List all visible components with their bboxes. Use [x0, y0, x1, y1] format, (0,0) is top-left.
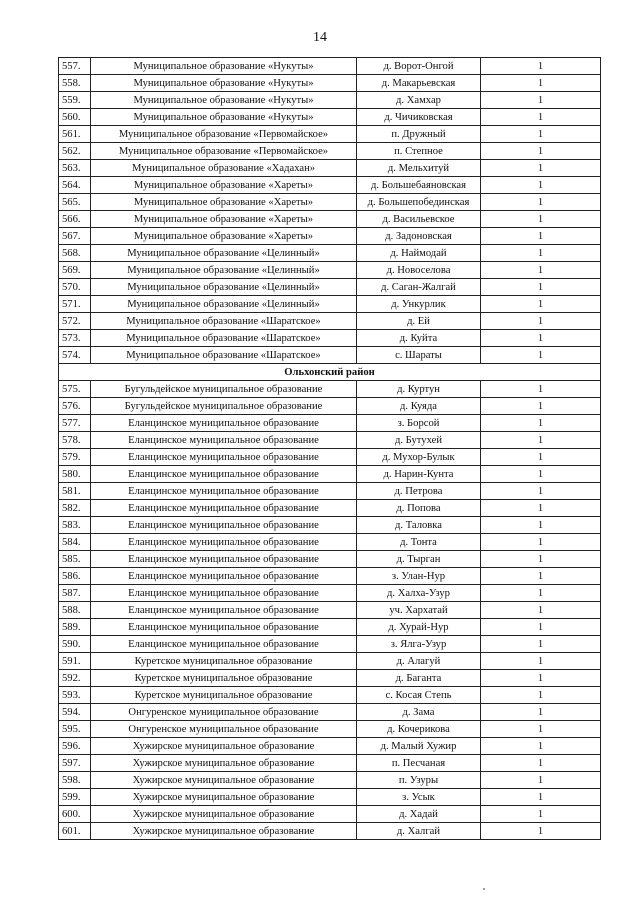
row-number-cell: 592.: [59, 670, 91, 687]
municipality-cell: Муниципальное образование «Целинный»: [91, 279, 357, 296]
settlement-cell: д. Большепобединская: [357, 194, 481, 211]
scan-artifact: [483, 888, 485, 890]
row-number-cell: 557.: [59, 58, 91, 75]
row-number-cell: 595.: [59, 721, 91, 738]
municipality-cell: Хужирское муниципальное образование: [91, 806, 357, 823]
count-cell: 1: [481, 602, 601, 619]
municipality-cell: Муниципальное образование «Целинный»: [91, 245, 357, 262]
settlement-cell: д. Петрова: [357, 483, 481, 500]
table-row: [59, 415, 601, 432]
row-number-cell: 575.: [59, 381, 91, 398]
row-number-cell: 577.: [59, 415, 91, 432]
municipality-cell: Куретское муниципальное образование: [91, 687, 357, 704]
table-row: [59, 211, 601, 228]
settlement-cell: уч. Хархатай: [357, 602, 481, 619]
table-row: [59, 245, 601, 262]
table-row: [59, 602, 601, 619]
row-number-cell: 573.: [59, 330, 91, 347]
count-cell: 1: [481, 432, 601, 449]
count-cell: 1: [481, 483, 601, 500]
municipality-cell: Еланцинское муниципальное образование: [91, 585, 357, 602]
municipality-cell: Муниципальное образование «Нукуты»: [91, 75, 357, 92]
table-row: [59, 551, 601, 568]
count-cell: 1: [481, 653, 601, 670]
row-number-cell: 559.: [59, 92, 91, 109]
municipality-cell: Муниципальное образование «Шаратское»: [91, 347, 357, 364]
settlement-cell: д. Кочерикова: [357, 721, 481, 738]
table-row: [59, 228, 601, 245]
count-cell: 1: [481, 296, 601, 313]
count-cell: 1: [481, 772, 601, 789]
settlement-cell: д. Новоселова: [357, 262, 481, 279]
municipality-cell: Муниципальное образование «Хареты»: [91, 211, 357, 228]
settlement-cell: д. Мухор-Булык: [357, 449, 481, 466]
table-row: [59, 619, 601, 636]
municipality-cell: Муниципальное образование «Хареты»: [91, 177, 357, 194]
table-row: [59, 160, 601, 177]
municipality-cell: Куретское муниципальное образование: [91, 670, 357, 687]
settlement-cell: д. Хадай: [357, 806, 481, 823]
table-row: [59, 58, 601, 75]
table-row: [59, 534, 601, 551]
table-row: [59, 449, 601, 466]
row-number-cell: 590.: [59, 636, 91, 653]
row-number-cell: 569.: [59, 262, 91, 279]
municipality-cell: Еланцинское муниципальное образование: [91, 568, 357, 585]
municipality-cell: Хужирское муниципальное образование: [91, 823, 357, 840]
row-number-cell: 582.: [59, 500, 91, 517]
row-number-cell: 562.: [59, 143, 91, 160]
settlement-cell: д. Алагуй: [357, 653, 481, 670]
table-row: [59, 177, 601, 194]
row-number-cell: 599.: [59, 789, 91, 806]
row-number-cell: 560.: [59, 109, 91, 126]
count-cell: 1: [481, 143, 601, 160]
table-row: [59, 313, 601, 330]
row-number-cell: 564.: [59, 177, 91, 194]
municipality-cell: Еланцинское муниципальное образование: [91, 551, 357, 568]
settlement-cell: п. Дружный: [357, 126, 481, 143]
settlement-cell: д. Мельхитуй: [357, 160, 481, 177]
table-row: [59, 262, 601, 279]
municipality-cell: Еланцинское муниципальное образование: [91, 432, 357, 449]
row-number-cell: 596.: [59, 738, 91, 755]
table-row: [59, 109, 601, 126]
municipality-cell: Еланцинское муниципальное образование: [91, 619, 357, 636]
municipality-cell: Онгуренское муниципальное образование: [91, 721, 357, 738]
row-number-cell: 591.: [59, 653, 91, 670]
municipality-cell: Еланцинское муниципальное образование: [91, 449, 357, 466]
count-cell: 1: [481, 58, 601, 75]
count-cell: 1: [481, 585, 601, 602]
table-row: [59, 738, 601, 755]
settlements-table: [58, 57, 601, 840]
row-number-cell: 597.: [59, 755, 91, 772]
table-row: [59, 92, 601, 109]
row-number-cell: 568.: [59, 245, 91, 262]
table-body: [59, 58, 601, 840]
row-number-cell: 600.: [59, 806, 91, 823]
table-row: [59, 755, 601, 772]
settlement-cell: д. Куйта: [357, 330, 481, 347]
settlement-cell: д. Баганта: [357, 670, 481, 687]
municipality-cell: Муниципальное образование «Целинный»: [91, 296, 357, 313]
settlement-cell: д. Тонта: [357, 534, 481, 551]
municipality-cell: Куретское муниципальное образование: [91, 653, 357, 670]
row-number-cell: 584.: [59, 534, 91, 551]
table-row: [59, 126, 601, 143]
row-number-cell: 580.: [59, 466, 91, 483]
settlement-cell: д. Нарин-Кунта: [357, 466, 481, 483]
settlement-cell: д. Ункурлик: [357, 296, 481, 313]
table-row: [59, 330, 601, 347]
count-cell: 1: [481, 806, 601, 823]
row-number-cell: 588.: [59, 602, 91, 619]
count-cell: 1: [481, 313, 601, 330]
settlement-cell: д. Чичиковская: [357, 109, 481, 126]
count-cell: 1: [481, 92, 601, 109]
count-cell: 1: [481, 449, 601, 466]
municipality-cell: Муниципальное образование «Шаратское»: [91, 330, 357, 347]
municipality-cell: Еланцинское муниципальное образование: [91, 466, 357, 483]
row-number-cell: 579.: [59, 449, 91, 466]
count-cell: 1: [481, 109, 601, 126]
settlement-cell: д. Большебаяновская: [357, 177, 481, 194]
municipality-cell: Хужирское муниципальное образование: [91, 738, 357, 755]
count-cell: 1: [481, 228, 601, 245]
count-cell: 1: [481, 279, 601, 296]
municipality-cell: Онгуренское муниципальное образование: [91, 704, 357, 721]
count-cell: 1: [481, 636, 601, 653]
count-cell: 1: [481, 330, 601, 347]
settlement-cell: д. Халгай: [357, 823, 481, 840]
table-row: [59, 75, 601, 92]
count-cell: 1: [481, 347, 601, 364]
row-number-cell: 572.: [59, 313, 91, 330]
table-row: [59, 653, 601, 670]
settlement-cell: д. Задоновская: [357, 228, 481, 245]
count-cell: 1: [481, 789, 601, 806]
row-number-cell: 578.: [59, 432, 91, 449]
municipality-cell: Муниципальное образование «Первомайское»: [91, 143, 357, 160]
count-cell: 1: [481, 194, 601, 211]
table-row: [59, 296, 601, 313]
count-cell: 1: [481, 534, 601, 551]
settlement-cell: з. Ялга-Узур: [357, 636, 481, 653]
municipality-cell: Хужирское муниципальное образование: [91, 789, 357, 806]
settlement-cell: д. Зама: [357, 704, 481, 721]
settlement-cell: д. Макарьевская: [357, 75, 481, 92]
count-cell: 1: [481, 670, 601, 687]
row-number-cell: 561.: [59, 126, 91, 143]
municipality-cell: Муниципальное образование «Шаратское»: [91, 313, 357, 330]
municipality-cell: Бугульдейское муниципальное образование: [91, 381, 357, 398]
count-cell: 1: [481, 415, 601, 432]
municipality-cell: Еланцинское муниципальное образование: [91, 636, 357, 653]
settlement-cell: д. Тырган: [357, 551, 481, 568]
settlement-cell: с. Косая Степь: [357, 687, 481, 704]
row-number-cell: 571.: [59, 296, 91, 313]
table-row: [59, 279, 601, 296]
settlement-cell: д. Васильевское: [357, 211, 481, 228]
table-row: [59, 568, 601, 585]
municipality-cell: Хужирское муниципальное образование: [91, 755, 357, 772]
row-number-cell: 585.: [59, 551, 91, 568]
table-row: [59, 789, 601, 806]
settlement-cell: д. Наймодай: [357, 245, 481, 262]
settlement-cell: п. Узуры: [357, 772, 481, 789]
row-number-cell: 565.: [59, 194, 91, 211]
count-cell: 1: [481, 381, 601, 398]
row-number-cell: 589.: [59, 619, 91, 636]
count-cell: 1: [481, 211, 601, 228]
table-row: [59, 704, 601, 721]
table-row: [59, 500, 601, 517]
settlement-cell: д. Таловка: [357, 517, 481, 534]
settlement-cell: д. Куяда: [357, 398, 481, 415]
count-cell: 1: [481, 160, 601, 177]
table-row: [59, 823, 601, 840]
table-row: [59, 636, 601, 653]
municipality-cell: Муниципальное образование «Нукуты»: [91, 58, 357, 75]
settlement-cell: з. Борсой: [357, 415, 481, 432]
settlement-cell: д. Малый Хужир: [357, 738, 481, 755]
municipality-cell: Бугульдейское муниципальное образование: [91, 398, 357, 415]
table-row: [59, 432, 601, 449]
settlement-cell: п. Степное: [357, 143, 481, 160]
municipality-cell: Муниципальное образование «Хареты»: [91, 228, 357, 245]
municipality-cell: Еланцинское муниципальное образование: [91, 602, 357, 619]
count-cell: 1: [481, 500, 601, 517]
settlement-cell: с. Шараты: [357, 347, 481, 364]
count-cell: 1: [481, 245, 601, 262]
settlement-cell: д. Халха-Узур: [357, 585, 481, 602]
settlement-cell: д. Попова: [357, 500, 481, 517]
count-cell: 1: [481, 517, 601, 534]
municipality-cell: Еланцинское муниципальное образование: [91, 483, 357, 500]
row-number-cell: 558.: [59, 75, 91, 92]
count-cell: 1: [481, 738, 601, 755]
count-cell: 1: [481, 704, 601, 721]
row-number-cell: 574.: [59, 347, 91, 364]
count-cell: 1: [481, 398, 601, 415]
count-cell: 1: [481, 177, 601, 194]
municipality-cell: Хужирское муниципальное образование: [91, 772, 357, 789]
table-row: [59, 806, 601, 823]
row-number-cell: 598.: [59, 772, 91, 789]
row-number-cell: 594.: [59, 704, 91, 721]
table-row: [59, 347, 601, 364]
table-row: [59, 772, 601, 789]
row-number-cell: 581.: [59, 483, 91, 500]
count-cell: 1: [481, 262, 601, 279]
municipality-cell: Муниципальное образование «Первомайское»: [91, 126, 357, 143]
section-title: Ольхонский район: [59, 364, 601, 381]
settlement-cell: д. Саган-Жалгай: [357, 279, 481, 296]
count-cell: 1: [481, 551, 601, 568]
municipality-cell: Еланцинское муниципальное образование: [91, 415, 357, 432]
table-row: [59, 721, 601, 738]
count-cell: 1: [481, 687, 601, 704]
table-row: [59, 517, 601, 534]
count-cell: 1: [481, 126, 601, 143]
table-row: [59, 194, 601, 211]
settlement-cell: д. Хурай-Нур: [357, 619, 481, 636]
table-row: [59, 670, 601, 687]
row-number-cell: 587.: [59, 585, 91, 602]
row-number-cell: 566.: [59, 211, 91, 228]
settlement-cell: д. Ворот-Онгой: [357, 58, 481, 75]
settlement-cell: з. Усык: [357, 789, 481, 806]
municipality-cell: Муниципальное образование «Целинный»: [91, 262, 357, 279]
row-number-cell: 570.: [59, 279, 91, 296]
table-row: [59, 398, 601, 415]
row-number-cell: 563.: [59, 160, 91, 177]
count-cell: 1: [481, 755, 601, 772]
municipality-cell: Еланцинское муниципальное образование: [91, 517, 357, 534]
row-number-cell: 567.: [59, 228, 91, 245]
row-number-cell: 593.: [59, 687, 91, 704]
table-row: [59, 687, 601, 704]
count-cell: 1: [481, 568, 601, 585]
municipality-cell: Муниципальное образование «Хареты»: [91, 194, 357, 211]
settlement-cell: д. Ей: [357, 313, 481, 330]
table-row: [59, 585, 601, 602]
row-number-cell: 586.: [59, 568, 91, 585]
row-number-cell: 601.: [59, 823, 91, 840]
count-cell: 1: [481, 823, 601, 840]
settlement-cell: д. Куртун: [357, 381, 481, 398]
section-header-row: [59, 364, 601, 381]
page-number: 14: [313, 30, 327, 45]
row-number-cell: 583.: [59, 517, 91, 534]
row-number-cell: 576.: [59, 398, 91, 415]
count-cell: 1: [481, 466, 601, 483]
table-row: [59, 466, 601, 483]
table-row: [59, 381, 601, 398]
count-cell: 1: [481, 721, 601, 738]
municipality-cell: Еланцинское муниципальное образование: [91, 500, 357, 517]
table-row: [59, 143, 601, 160]
municipality-cell: Муниципальное образование «Хадахан»: [91, 160, 357, 177]
municipality-cell: Муниципальное образование «Нукуты»: [91, 92, 357, 109]
table-row: [59, 483, 601, 500]
count-cell: 1: [481, 619, 601, 636]
settlement-cell: д. Бутухей: [357, 432, 481, 449]
count-cell: 1: [481, 75, 601, 92]
municipality-cell: Муниципальное образование «Нукуты»: [91, 109, 357, 126]
municipality-cell: Еланцинское муниципальное образование: [91, 534, 357, 551]
settlement-cell: п. Песчаная: [357, 755, 481, 772]
settlement-cell: з. Улан-Нур: [357, 568, 481, 585]
settlement-cell: д. Хамхар: [357, 92, 481, 109]
